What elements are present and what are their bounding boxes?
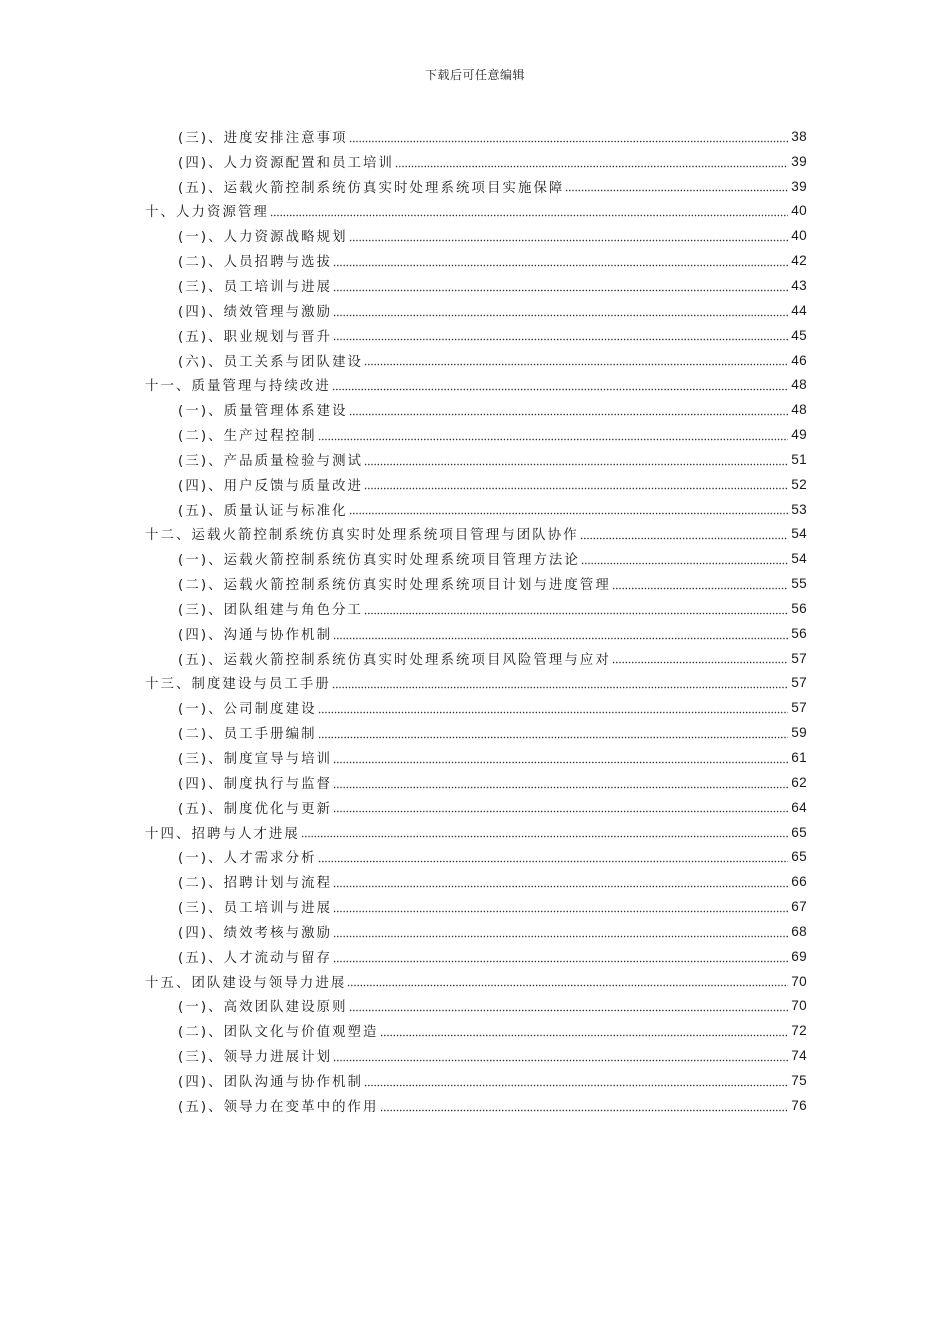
toc-section-entry[interactable] [145,248,807,273]
toc-entry-title: (三)、进度安排注意事项 [178,130,348,146]
toc-entry-title: 十一、质量管理与持续改进 [145,379,331,395]
toc-entry-page-number: 67 [791,899,807,915]
toc-entry-title: 十五、团队建设与领导力进展 [145,975,347,991]
toc-entry-page-number: 42 [791,253,807,269]
toc-section-entry[interactable] [145,571,807,596]
dot-leader [364,1075,788,1087]
toc-entry-page-number: 46 [791,352,807,368]
toc-entry-page-number: 44 [791,302,807,318]
toc-entry-page-number: 43 [791,277,807,293]
dot-leader [318,429,788,441]
toc-entry-title: (三)、产品质量检验与测试 [178,453,364,469]
toc-entry-title: (一)、质量管理体系建设 [178,404,348,420]
toc-section-entry[interactable] [145,646,807,671]
toc-entry-title: (四)、人力资源配置和员工培训 [178,155,395,171]
toc-entry-title: (三)、员工培训与进展 [178,901,333,917]
dot-leader [347,976,788,988]
dot-leader [301,826,788,838]
dot-leader [318,851,788,863]
toc-entry-page-number: 40 [791,228,807,244]
toc-entry-page-number: 62 [791,774,807,790]
toc-entry-title: (四)、用户反馈与质量改进 [178,478,364,494]
toc-entry-page-number: 40 [791,203,807,219]
toc-entry-title: (一)、人才需求分析 [178,851,317,867]
dot-leader [395,156,788,168]
dot-leader [333,876,788,888]
toc-entry-title: (一)、高效团队建设原则 [178,1000,348,1016]
toc-entry-page-number: 53 [791,501,807,517]
dot-leader [349,504,788,516]
dot-leader [612,653,788,665]
dot-leader [612,578,788,590]
toc-entry-page-number: 61 [791,750,807,766]
toc-entry-page-number: 57 [791,650,807,666]
toc-entry-title: (三)、领导力进展计划 [178,1050,333,1066]
toc-entry-page-number: 70 [791,998,807,1014]
toc-section-entry[interactable] [145,1043,807,1068]
toc-entry-page-number: 69 [791,948,807,964]
dot-leader [349,1000,788,1012]
toc-section-entry[interactable] [145,919,807,944]
dot-leader [333,752,788,764]
toc-entry-title: (二)、运载火箭控制系统仿真实时处理系统项目计划与进度管理 [178,578,611,594]
toc-section-entry[interactable] [145,497,807,522]
dot-leader [333,255,788,267]
toc-section-entry[interactable] [145,298,807,323]
toc-section-entry[interactable] [145,621,807,646]
toc-entry-page-number: 74 [791,1048,807,1064]
toc-section-entry[interactable] [145,223,807,248]
toc-section-entry[interactable] [145,546,807,571]
toc-section-entry[interactable] [145,720,807,745]
toc-section-entry[interactable] [145,869,807,894]
toc-entry-title: (一)、公司制度建设 [178,702,317,718]
dot-leader [364,479,788,491]
toc-entry-page-number: 54 [791,551,807,567]
toc-entry-page-number: 45 [791,327,807,343]
dot-leader [333,802,788,814]
dot-leader [333,901,788,913]
toc-entry-page-number: 51 [791,451,807,467]
toc-entry-title: (四)、沟通与协作机制 [178,627,333,643]
dot-leader [318,702,788,714]
toc-section-entry[interactable] [145,994,807,1019]
dot-leader [270,205,788,217]
toc-section-entry[interactable] [145,844,807,869]
toc-section-entry[interactable] [145,472,807,497]
toc-entry-title: (三)、团队组建与角色分工 [178,602,364,618]
toc-chapter-entry[interactable] [145,671,807,696]
toc-section-entry[interactable] [145,695,807,720]
toc-entry-title: (五)、领导力在变革中的作用 [178,1099,379,1115]
toc-entry-title: (五)、人才流动与留存 [178,950,333,966]
dot-leader [349,131,788,143]
toc-entry-title: (四)、制度执行与监督 [178,776,333,792]
toc-entry-page-number: 54 [791,526,807,542]
toc-entry-page-number: 66 [791,874,807,890]
toc-section-entry[interactable] [145,944,807,969]
toc-entry-title: (六)、员工关系与团队建设 [178,354,364,370]
toc-entry-page-number: 38 [791,128,807,144]
toc-entry-page-number: 68 [791,923,807,939]
toc-section-entry[interactable] [145,1068,807,1093]
toc-entry-title: (二)、员工手册编制 [178,727,317,743]
dot-leader [333,305,788,317]
toc-entry-page-number: 70 [791,973,807,989]
toc-entry-page-number: 49 [791,427,807,443]
toc-section-entry[interactable] [145,1093,807,1118]
dot-leader [333,280,788,292]
toc-entry-page-number: 52 [791,476,807,492]
toc-entry-page-number: 48 [791,402,807,418]
toc-entry-page-number: 65 [791,849,807,865]
toc-section-entry[interactable] [145,273,807,298]
dot-leader [333,628,788,640]
toc-chapter-entry[interactable] [145,199,807,224]
dot-leader [332,677,788,689]
toc-entry-title: (二)、人员招聘与选拔 [178,255,333,271]
dot-leader [333,926,788,938]
toc-chapter-entry[interactable] [145,820,807,845]
dot-leader [333,777,788,789]
toc-entry-title: (四)、团队沟通与协作机制 [178,1074,364,1090]
toc-section-entry[interactable] [145,323,807,348]
toc-section-entry[interactable] [145,348,807,373]
toc-section-entry[interactable] [145,770,807,795]
toc-entry-page-number: 76 [791,1097,807,1113]
toc-chapter-entry[interactable] [145,522,807,547]
toc-entry-page-number: 48 [791,377,807,393]
dot-leader [333,951,788,963]
dot-leader [580,528,788,540]
dot-leader [364,454,788,466]
dot-leader [333,1050,788,1062]
toc-section-entry[interactable] [145,1018,807,1043]
toc-entry-page-number: 56 [791,600,807,616]
toc-entry-title: (一)、运载火箭控制系统仿真实时处理系统项目管理方法论 [178,553,580,569]
toc-entry-title: (三)、制度宣导与培训 [178,752,333,768]
toc-section-entry[interactable] [145,447,807,472]
toc-entry-title: 十二、运载火箭控制系统仿真实时处理系统项目管理与团队协作 [145,528,579,544]
dot-leader [333,330,788,342]
dot-leader [581,553,788,565]
toc-entry-title: 十四、招聘与人才进展 [145,826,300,842]
toc-entry-title: (五)、职业规划与晋升 [178,329,333,345]
toc-entry-page-number: 39 [791,153,807,169]
toc-section-entry[interactable] [145,174,807,199]
dot-leader [349,230,788,242]
dot-leader [318,727,788,739]
toc-entry-page-number: 57 [791,675,807,691]
dot-leader [332,379,788,391]
toc-section-entry[interactable] [145,795,807,820]
toc-entry-page-number: 39 [791,178,807,194]
toc-entry-title: (二)、生产过程控制 [178,429,317,445]
toc-chapter-entry[interactable] [145,372,807,397]
toc-chapter-entry[interactable] [145,969,807,994]
dot-leader [380,1025,788,1037]
toc-entry-title: (五)、质量认证与标准化 [178,503,348,519]
toc-entry-title: (二)、招聘计划与流程 [178,876,333,892]
toc-section-entry[interactable] [145,745,807,770]
dot-leader [364,354,788,366]
toc-entry-page-number: 64 [791,799,807,815]
page-header: 下载后可任意编辑 [424,68,525,82]
toc-entry-title: 十、人力资源管理 [145,205,269,221]
toc-entry-page-number: 72 [791,1023,807,1039]
toc-section-entry[interactable] [145,596,807,621]
toc-entry-title: (二)、团队文化与价值观塑造 [178,1025,379,1041]
toc-entry-title: 十三、制度建设与员工手册 [145,677,331,693]
toc-entry-page-number: 65 [791,824,807,840]
table-of-contents [145,124,807,1118]
toc-entry-title: (五)、运载火箭控制系统仿真实时处理系统项目风险管理与应对 [178,652,611,668]
toc-section-entry[interactable] [145,149,807,174]
toc-entry-page-number: 56 [791,625,807,641]
toc-entry-title: (四)、绩效管理与激励 [178,304,333,320]
toc-section-entry[interactable] [145,124,807,149]
toc-section-entry[interactable] [145,894,807,919]
toc-entry-page-number: 55 [791,576,807,592]
toc-entry-page-number: 75 [791,1072,807,1088]
toc-entry-page-number: 57 [791,700,807,716]
toc-entry-title: (四)、绩效考核与激励 [178,925,333,941]
dot-leader [380,1100,788,1112]
toc-section-entry[interactable] [145,397,807,422]
toc-entry-title: (五)、制度优化与更新 [178,801,333,817]
toc-entry-title: (三)、员工培训与进展 [178,279,333,295]
toc-entry-page-number: 59 [791,725,807,741]
dot-leader [565,181,788,193]
dot-leader [364,603,788,615]
toc-section-entry[interactable] [145,422,807,447]
toc-entry-title: (五)、运载火箭控制系统仿真实时处理系统项目实施保障 [178,180,565,196]
dot-leader [349,404,788,416]
toc-entry-title: (一)、人力资源战略规划 [178,230,348,246]
